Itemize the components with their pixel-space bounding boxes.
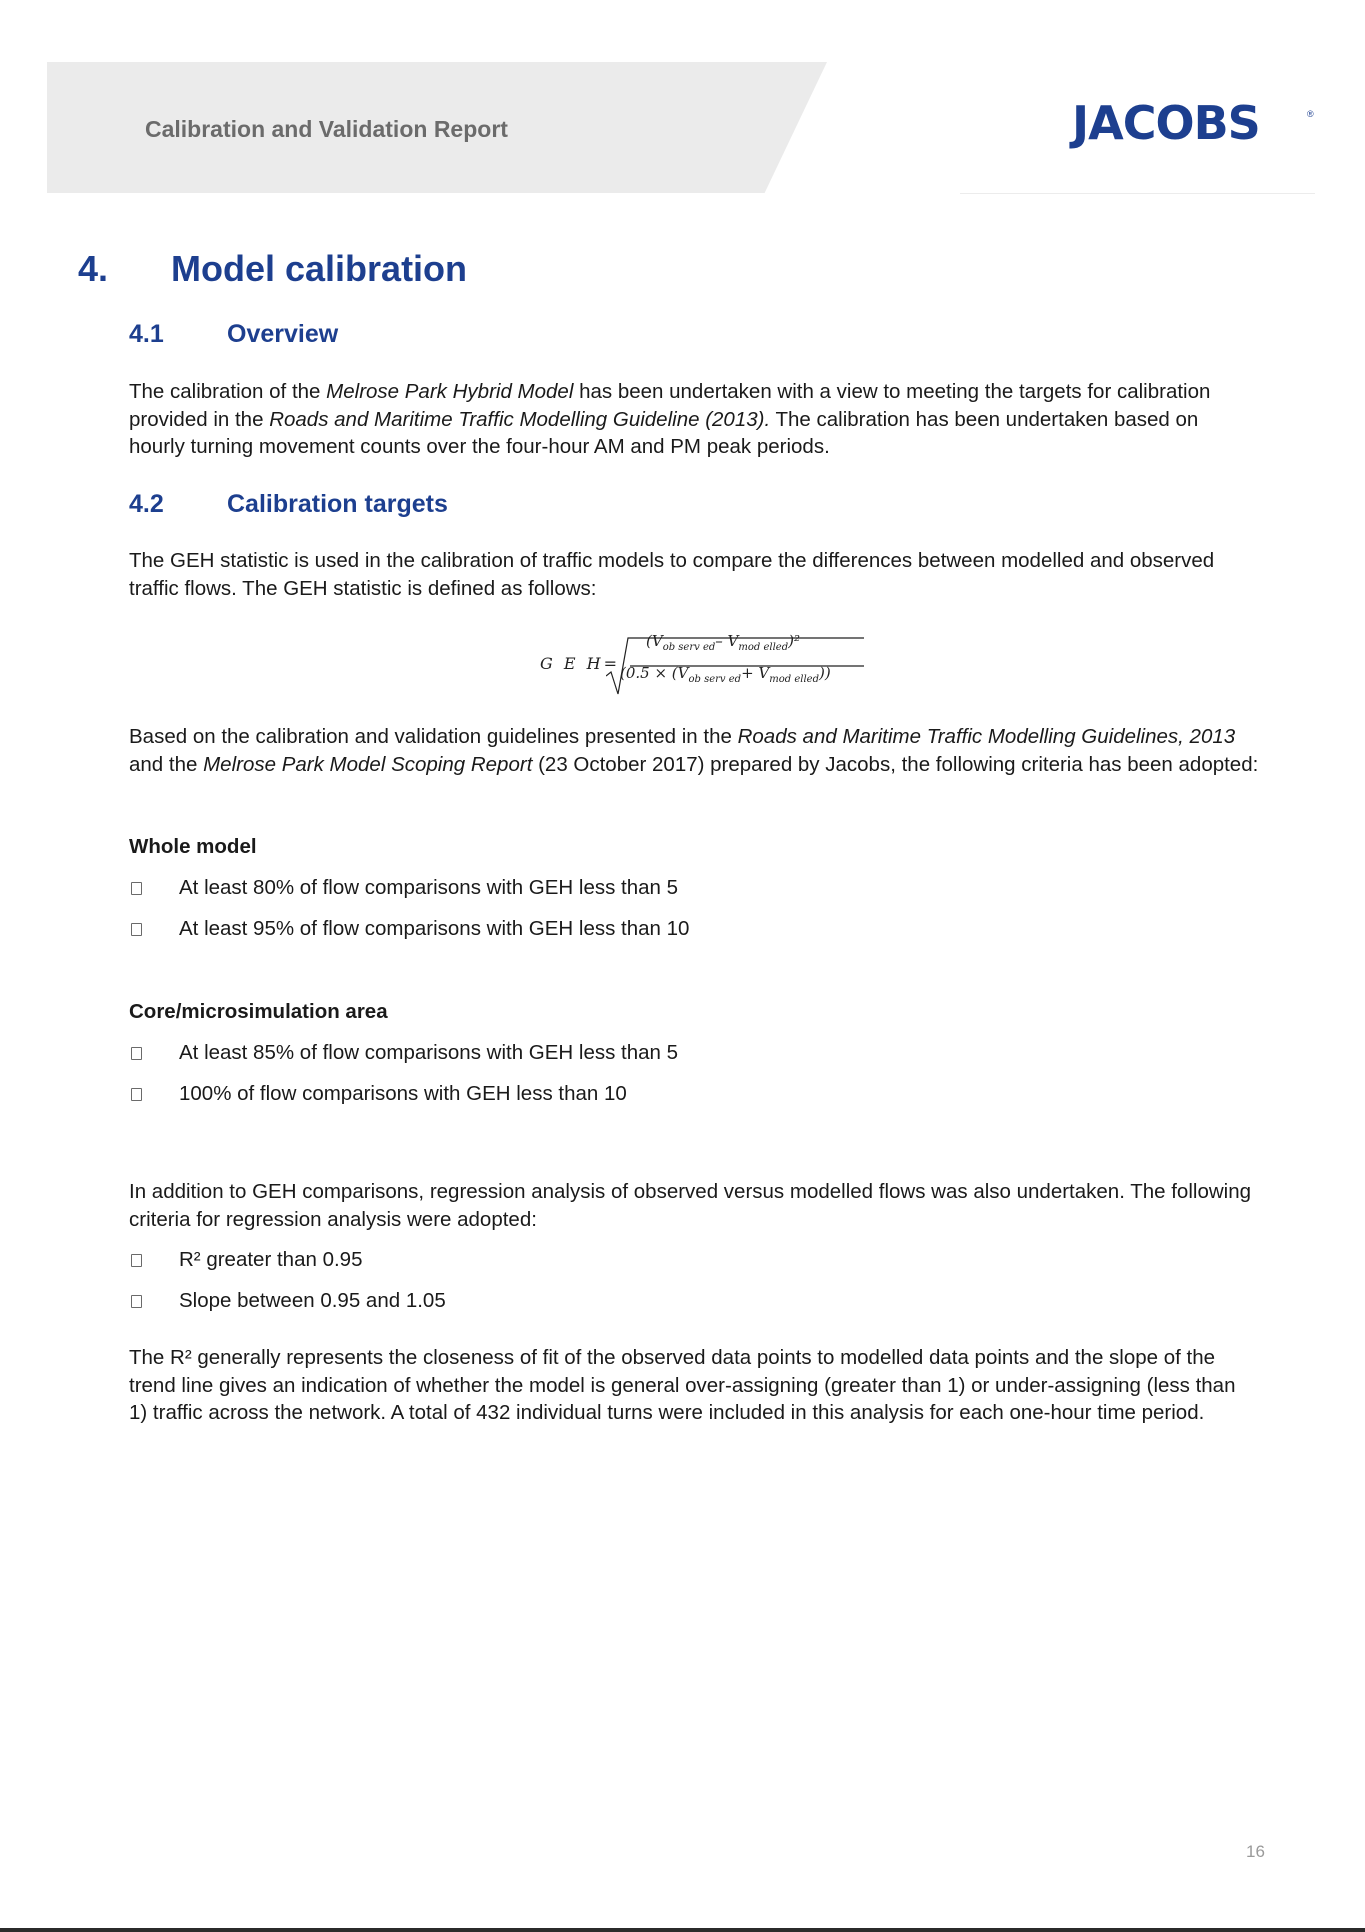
section-number: 4. [78,248,109,289]
text-run: + V [741,664,770,682]
text-run: The calibration of the [129,380,327,403]
italic-guideline-name: Roads and Maritime Traffic Modelling Guidelines, 2013 [737,725,1236,748]
checkbox-bullet-icon [131,1295,142,1308]
report-title: Calibration and Validation Report [145,116,508,142]
subscript: ob serv ed [662,642,716,653]
checkbox-bullet-icon [131,1047,142,1060]
text-run: The calibration has been undertaken based on hourly turning movement counts over the four-hour AM and PM peak periods. [129,407,1199,458]
checkbox-bullet-icon [131,882,142,895]
closing-paragraph: The R² generally represents the closeness of fit of the observed data points to modelled data points and the slope of the trend line gives an indication of whether the model is general over-assigning (greater than 1) or under-assigning (less than 1) traffic across the network. A total of 432 individual turns were included in this analysis for each one-hour time period. [129,1346,1236,1424]
regression-intro-paragraph: In addition to GEH comparisons, regression analysis of observed versus modelled flows was also undertaken. The following criteria for regression analysis were adopted: [129,1180,1252,1231]
italic-guideline-name: Roads and Maritime Traffic Modelling Guideline (2013). [269,407,771,431]
formula-denominator [620,664,831,685]
jacobs-logo: JACOBS [1072,96,1260,150]
text-run: and the [129,752,204,776]
geh-intro-paragraph: The GEH statistic is used in the calibration of traffic models to compare the differences between modelled and observed traffic flows. The GEH statistic is defined as follows: [129,549,1215,600]
registered-mark: ® [1307,109,1314,119]
geh-formula [540,630,860,696]
text-run: has been undertaken with a view to meeting the targets for calibration provided in the [129,380,1211,431]
list-item-text: R² greater than 0.95 [179,1248,363,1271]
subsection-number: 4.1 [129,320,164,348]
whole-model-heading: Whole model [129,835,257,858]
list-item-text: Slope between 0.95 and 1.05 [179,1289,446,1312]
list-item-text: At least 85% of flow comparisons with GEH less than 5 [179,1041,679,1064]
checkbox-bullet-icon [131,923,142,936]
text-run: )) [818,664,831,682]
text-run: Based on the calibration and validation guidelines presented in the [129,725,738,748]
criteria-intro-paragraph [129,723,1259,778]
checkbox-bullet-icon [131,1088,142,1101]
header-divider [960,193,1315,194]
subsection-title: Calibration targets [227,490,448,518]
overview-paragraph [129,378,1259,461]
subscript: ob serv ed [688,674,742,685]
text-run: )² [788,632,800,650]
checkbox-bullet-icon [131,1254,142,1267]
list-item-text: 100% of flow comparisons with GEH less than 10 [179,1082,627,1105]
formula-numerator [646,632,800,653]
subsection-title: Overview [227,320,339,348]
subscript: mod elled [769,674,819,685]
text-run: – V [715,632,739,650]
italic-report-name: Melrose Park Model Scoping Report [203,752,533,776]
list-item-text: At least 80% of flow comparisons with GEH less than 5 [179,876,679,899]
italic-model-name: Melrose Park Hybrid Model [326,380,574,403]
formula-lhs: G E H= [540,654,620,673]
text-run: (23 October 2017) prepared by Jacobs, the following criteria has been adopted: [532,752,1259,776]
page-number: 16 [1246,1842,1265,1861]
subscript: mod elled [738,642,789,653]
text-run: (V [646,632,663,650]
core-area-heading: Core/microsimulation area [129,1000,388,1023]
bottom-border [0,1928,1365,1932]
subsection-number: 4.2 [129,490,164,518]
text-run: (0.5 × (V [620,664,689,682]
list-item-text: At least 95% of flow comparisons with GEH less than 10 [179,917,690,940]
section-title: Model calibration [171,248,468,289]
